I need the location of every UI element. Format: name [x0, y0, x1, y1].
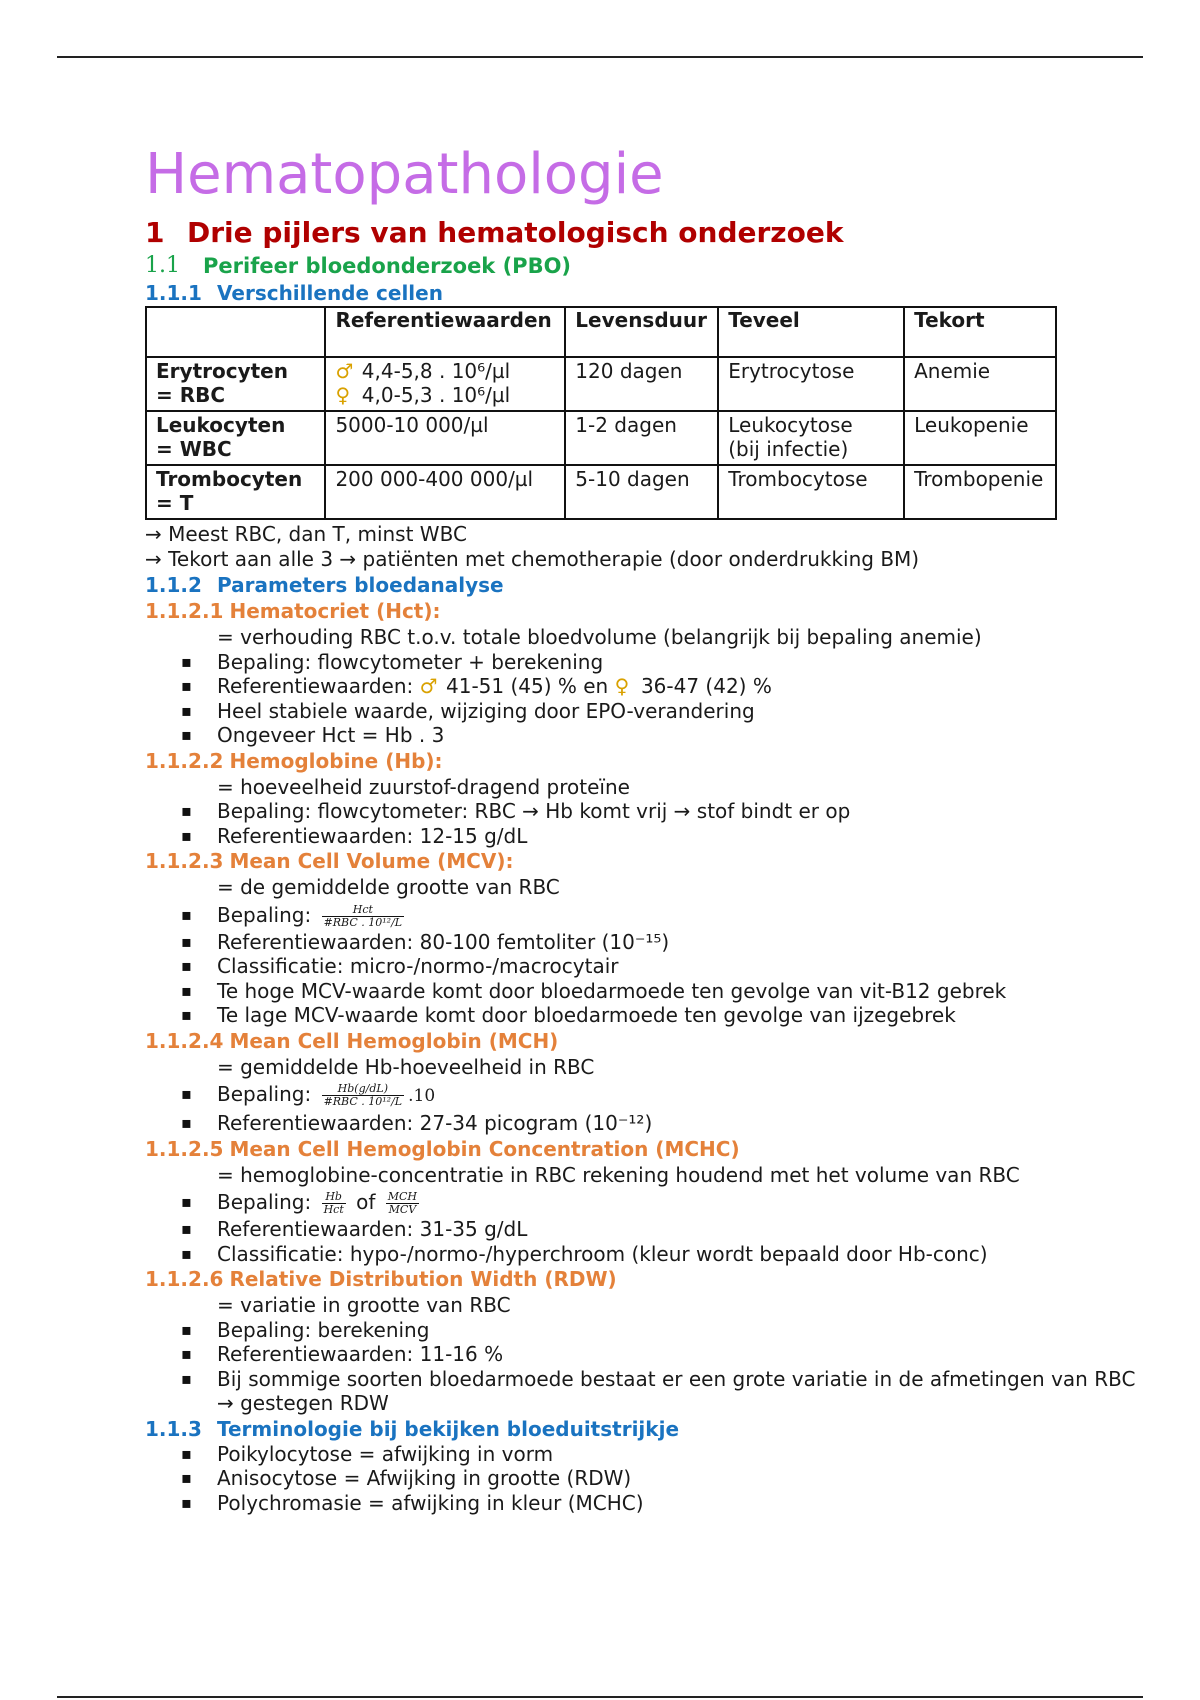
list-item [145, 1079, 1145, 1111]
bullet-list [145, 1318, 1145, 1416]
definition: = hoeveelheid zuurstof-dragend proteïne [217, 774, 630, 799]
table-header: Tekort [904, 307, 1056, 357]
table-header: Teveel [718, 307, 904, 357]
male-icon: ♂ [419, 674, 438, 698]
formula-fraction [322, 904, 405, 929]
fraction-denominator: #RBC . 10¹²/L [323, 915, 403, 929]
formula-fraction [322, 1083, 405, 1108]
heading-text: Perifeer bloedonderzoek (PBO) [203, 254, 572, 278]
list-item: ▪ Referentiewaarden: 12-15 g/dL [145, 824, 1145, 849]
table-header [146, 307, 325, 357]
list-item [145, 674, 1145, 699]
table-cell-excess: Trombocytose [718, 465, 904, 519]
footer-rule [57, 1696, 1143, 1698]
table-cell-reference [325, 357, 565, 411]
fraction-denominator: MCV [388, 1203, 417, 1216]
bullet-list [145, 799, 1145, 848]
heading-text: Verschillende cellen [217, 281, 443, 305]
heading-number: 1.1.2.6 [145, 1267, 224, 1291]
heading-hct [145, 598, 1145, 625]
heading-number: 1 [145, 216, 165, 249]
heading-number: 1.1.2.4 [145, 1028, 224, 1053]
table-header-row [146, 307, 1056, 357]
table-cell-shortage: Leukopenie [904, 411, 1056, 465]
bullet-list [145, 900, 1145, 1028]
list-item: ▪ Te hoge MCV-waarde komt door bloedarmoede ten gevolge van vit-B12 gebrek [145, 979, 1145, 1004]
list-item: ▪ Polychromasie = afwijking in kleur (MCHC) [145, 1491, 1145, 1516]
female-reference: 4,0-5,3 . 10⁶/µl [361, 382, 511, 407]
heading-1 [145, 214, 1145, 252]
heading-text: Hematocriet (Hct): [229, 599, 441, 623]
definition: = gemiddelde Hb-hoeveelheid in RBC [217, 1054, 595, 1079]
list-item: ▪ Bij sommige soorten bloedarmoede bestaat er een grote variatie in de afmetingen van RBC → gestegen RDW [145, 1367, 1145, 1416]
bullet-list [145, 1187, 1145, 1266]
female-icon: ♀ [335, 382, 351, 407]
bullet-list [145, 1442, 1145, 1516]
table-cell-shortage: Trombopenie [904, 465, 1056, 519]
male-reference: 4,4-5,8 . 10⁶/µl [361, 359, 511, 383]
item-text: 41-51 (45) % en [446, 674, 609, 698]
note-line: → Meest RBC, dan T, minst WBC [145, 522, 467, 546]
female-icon: ♀ [614, 674, 630, 698]
list-item: ▪ Referentiewaarden: 80-100 femtoliter (10⁻¹⁵) [145, 930, 1145, 955]
definition: = verhouding RBC t.o.v. totale bloedvolume (belangrijk bij bepaling anemie) [217, 625, 982, 649]
heading-1-1-2 [145, 572, 1145, 598]
list-item: ▪ Heel stabiele waarde, wijziging door EPO-verandering [145, 699, 1145, 724]
heading-number: 1.1.2 [145, 573, 202, 597]
list-item: ▪ Ongeveer Hct = Hb . 3 [145, 723, 1145, 748]
heading-1-1-1 [145, 280, 1145, 306]
list-item: ▪ Referentiewaarden: 31-35 g/dL [145, 1217, 1145, 1242]
cell-type-name: Leukocyten [156, 413, 286, 437]
heading-rdw [145, 1266, 1145, 1293]
cell-type-abbr: = RBC [156, 382, 226, 407]
fraction-numerator: Hct [322, 904, 405, 917]
table-cell-lifespan: 1-2 dagen [565, 411, 718, 465]
heading-number: 1.1.2.2 [145, 748, 224, 773]
list-item [145, 1187, 1145, 1217]
definition: = de gemiddelde grootte van RBC [217, 875, 560, 899]
heading-text: Mean Cell Volume (MCV): [229, 849, 514, 873]
heading-number: 1.1.2.3 [145, 849, 224, 873]
heading-mchc [145, 1136, 1145, 1163]
list-item [145, 900, 1145, 930]
cell-type-name: Trombocyten [156, 467, 303, 491]
item-text: Bepaling: [217, 1190, 312, 1214]
heading-1-1-3 [145, 1416, 1145, 1442]
excess-term: Leukocytose [728, 413, 853, 437]
heading-hb [145, 748, 1145, 775]
note-line: → Tekort aan alle 3 → patiënten met chemotherapie (door onderdrukking BM) [145, 547, 920, 571]
heading-text: Terminologie bij bekijken bloeduitstrijkje [217, 1416, 680, 1441]
table-cell-excess [718, 411, 904, 465]
heading-number: 1.1.3 [145, 1416, 202, 1441]
item-text: Bepaling: [217, 1082, 312, 1106]
header-rule [57, 56, 1143, 58]
heading-text: Mean Cell Hemoglobin (MCH) [229, 1028, 559, 1053]
table-row-header [146, 411, 325, 465]
table-row-header [146, 465, 325, 519]
definition: = variatie in grootte van RBC [217, 1293, 511, 1317]
table-cell-lifespan: 120 dagen [565, 357, 718, 411]
list-item: ▪ Te lage MCV-waarde komt door bloedarmoede ten gevolge van ijzegebrek [145, 1003, 1145, 1028]
fraction-denominator: Hct [323, 1203, 344, 1216]
heading-number: 1.1 [145, 253, 180, 278]
list-item: ▪ Referentiewaarden: 27-34 picogram (10⁻¹²) [145, 1111, 1145, 1136]
bullet-list [145, 650, 1145, 748]
heading-text: Mean Cell Hemoglobin Concentration (MCHC) [229, 1136, 740, 1161]
formula-fraction [386, 1191, 419, 1216]
item-text: Referentiewaarden: [217, 674, 414, 698]
table-row [146, 465, 1056, 519]
item-text: Bepaling: [217, 902, 312, 927]
table-row [146, 357, 1056, 411]
list-item: ▪ Anisocytose = Afwijking in grootte (RDW) [145, 1466, 1145, 1491]
heading-number: 1.1.2.5 [145, 1136, 224, 1161]
list-item: ▪ Referentiewaarden: 11-16 % [145, 1342, 1145, 1367]
table-cell-reference: 5000-10 000/µl [325, 411, 565, 465]
list-item: ▪ Classificatie: micro-/normo-/macrocytair [145, 954, 1145, 979]
heading-text: Drie pijlers van hematologisch onderzoek [187, 216, 844, 249]
excess-note: (bij infectie) [728, 436, 849, 461]
fraction-numerator: Hb(g/dL) [322, 1083, 405, 1096]
cell-type-name: Erytrocyten [156, 359, 288, 383]
heading-mch [145, 1028, 1145, 1055]
document-body [145, 140, 1145, 1515]
list-item: ▪ Classificatie: hypo-/normo-/hyperchroom (kleur wordt bepaald door Hb-conc) [145, 1242, 1145, 1267]
table-row-header [146, 357, 325, 411]
table-header: Referentiewaarden [325, 307, 565, 357]
cell-reference-table [145, 306, 1057, 520]
formula-suffix: .10 [408, 1086, 436, 1106]
table-row [146, 411, 1056, 465]
item-text: of [356, 1190, 376, 1214]
heading-mcv [145, 848, 1145, 875]
cell-type-abbr: = T [156, 490, 194, 515]
male-icon: ♂ [335, 359, 354, 383]
heading-number: 1.1.2.1 [145, 599, 224, 623]
fraction-numerator: Hb [322, 1191, 346, 1204]
table-cell-shortage: Anemie [904, 357, 1056, 411]
fraction-denominator: #RBC . 10¹²/L [323, 1095, 403, 1108]
heading-text: Relative Distribution Width (RDW) [229, 1267, 617, 1291]
list-item: ▪ Bepaling: berekening [145, 1318, 1145, 1343]
table-cell-excess: Erytrocytose [718, 357, 904, 411]
definition: = hemoglobine-concentratie in RBC rekening houdend met het volume van RBC [217, 1162, 1020, 1187]
table-header: Levensduur [565, 307, 718, 357]
fraction-numerator: MCH [387, 1190, 418, 1203]
item-text: 36-47 (42) % [640, 674, 772, 698]
list-item: ▪ Bepaling: flowcytometer: RBC → Hb komt vrij → stof bindt er op [145, 799, 1145, 824]
list-item: ▪ Poikylocytose = afwijking in vorm [145, 1442, 1145, 1467]
list-item: ▪ Bepaling: flowcytometer + berekening [145, 650, 1145, 675]
heading-number: 1.1.1 [145, 281, 202, 305]
heading-text: Hemoglobine (Hb): [229, 748, 443, 773]
cell-type-abbr: = WBC [156, 436, 232, 461]
table-cell-lifespan: 5-10 dagen [565, 465, 718, 519]
heading-text: Parameters bloedanalyse [217, 573, 504, 597]
formula-fraction [322, 1191, 346, 1216]
document-title: Hematopathologie [145, 142, 664, 207]
bullet-list [145, 1079, 1145, 1136]
table-cell-reference: 200 000-400 000/µl [325, 465, 565, 519]
heading-1-1 [145, 252, 1145, 280]
